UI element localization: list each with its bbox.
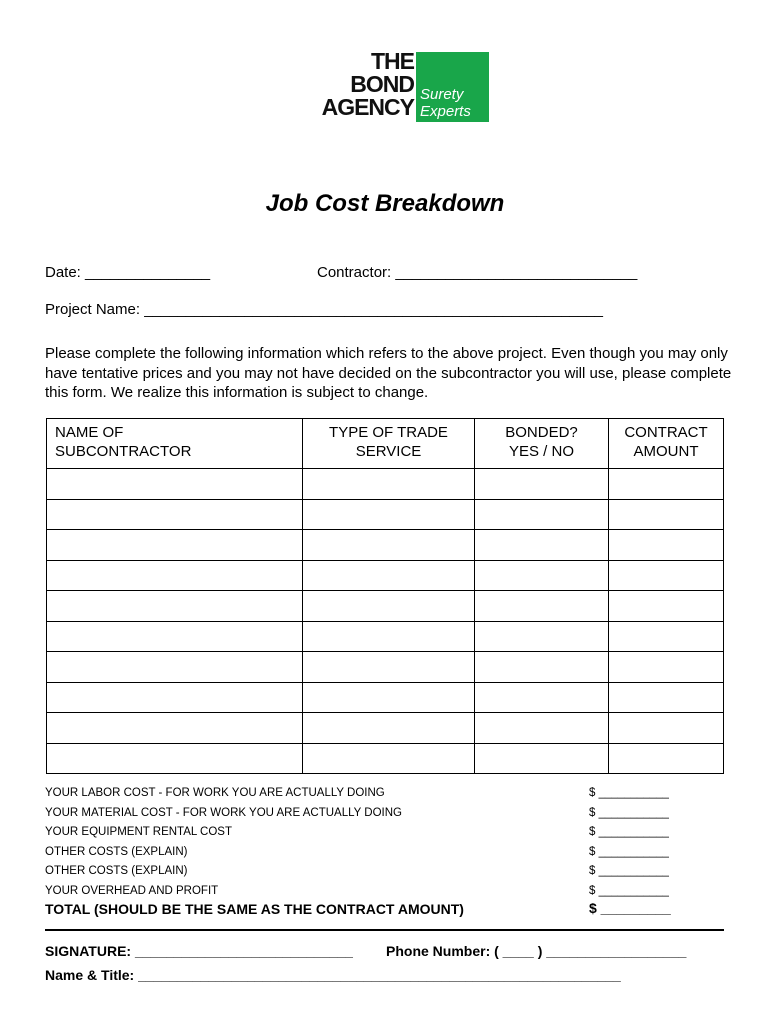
trade-service-cell[interactable]	[303, 560, 475, 591]
header-text: BONDED?	[505, 424, 578, 441]
bonded-cell[interactable]	[475, 591, 609, 622]
total-label: TOTAL (SHOULD BE THE SAME AS THE CONTRACT AMOUNT)	[45, 901, 464, 917]
header-text: SUBCONTRACTOR	[55, 443, 192, 460]
table-header-row	[47, 419, 724, 469]
subcontractor-name-cell[interactable]	[47, 682, 303, 713]
bonded-cell[interactable]	[475, 499, 609, 530]
contract-amount-cell[interactable]	[609, 652, 724, 683]
bonded-cell[interactable]	[475, 682, 609, 713]
signature-field[interactable]: SIGNATURE: ____________________________	[45, 943, 353, 959]
trade-service-cell[interactable]	[303, 682, 475, 713]
cost-amount-field[interactable]: $ ___________	[589, 865, 669, 877]
contract-amount-cell[interactable]	[609, 560, 724, 591]
bonded-cell[interactable]	[475, 530, 609, 561]
divider	[45, 929, 724, 931]
name-title-field[interactable]: Name & Title: ______________________________________________________________	[45, 967, 621, 983]
cost-label: YOUR OVERHEAD AND PROFIT	[45, 884, 219, 897]
subcontractor-name-cell[interactable]	[47, 469, 303, 500]
logo-line-3: AGENCY	[321, 94, 414, 120]
cost-amount-field[interactable]: $ ___________	[589, 845, 669, 858]
contract-amount-cell[interactable]	[609, 621, 724, 652]
contract-amount-cell[interactable]	[609, 469, 724, 500]
cost-amount-field[interactable]: $ ___________	[589, 806, 669, 819]
table-body	[47, 469, 724, 774]
header-text: SERVICE	[355, 443, 422, 460]
trade-service-cell[interactable]	[303, 591, 475, 622]
table-row	[47, 591, 724, 622]
subcontractor-name-cell[interactable]	[47, 530, 303, 561]
header-type-of-trade	[303, 419, 475, 469]
header-text: YES / NO	[508, 443, 575, 460]
bonded-cell[interactable]	[475, 469, 609, 500]
subcontractor-name-cell[interactable]	[47, 713, 303, 744]
cost-amount-field[interactable]: $ ___________	[589, 787, 669, 799]
date-field[interactable]: Date: _______________	[45, 264, 211, 281]
contract-amount-cell[interactable]	[609, 530, 724, 561]
table-row	[47, 713, 724, 744]
contract-amount-cell[interactable]	[609, 743, 724, 774]
table-row	[47, 560, 724, 591]
logo-box-line-1: Surety	[420, 86, 464, 103]
header-text: NAME OF	[55, 424, 124, 441]
logo-line-1: THE	[371, 48, 414, 74]
subcontractor-name-cell[interactable]	[47, 499, 303, 530]
contract-amount-cell[interactable]	[609, 713, 724, 744]
phone-number-field[interactable]: Phone Number: ( ____ ) __________________	[386, 943, 687, 959]
header-text: CONTRACT	[624, 424, 708, 441]
bonded-cell[interactable]	[475, 713, 609, 744]
contract-amount-cell[interactable]	[609, 499, 724, 530]
header-text: TYPE OF TRADE	[329, 424, 448, 441]
table-row	[47, 682, 724, 713]
contract-amount-cell[interactable]	[609, 591, 724, 622]
subcontractor-name-cell[interactable]	[47, 591, 303, 622]
cost-label: OTHER COSTS (EXPLAIN)	[45, 845, 188, 858]
contract-amount-cell[interactable]	[609, 682, 724, 713]
subcontractor-name-cell[interactable]	[47, 621, 303, 652]
contractor-field[interactable]: Contractor: _____________________________	[317, 264, 638, 281]
logo-wordmark	[296, 50, 414, 119]
page-title: Job Cost Breakdown	[265, 190, 505, 217]
header-bonded	[475, 419, 609, 469]
project-name-field[interactable]: Project Name: _______________________________________________________	[45, 301, 604, 318]
cost-label: YOUR LABOR COST - FOR WORK YOU ARE ACTUALLY DOING	[45, 787, 385, 799]
bonded-cell[interactable]	[475, 621, 609, 652]
table-row	[47, 652, 724, 683]
logo-box-line-2: Experts	[420, 103, 471, 120]
instructions-paragraph: Please complete the following information which refers to the above project. Even though you may only have tentative prices and you may not have decided on the subcontractor you will use, please complete this form. We realize this information is subject to change.	[45, 345, 732, 401]
cost-label: OTHER COSTS (EXPLAIN)	[45, 865, 188, 877]
cost-label: YOUR EQUIPMENT RENTAL COST	[45, 826, 233, 838]
bonded-cell[interactable]	[475, 560, 609, 591]
trade-service-cell[interactable]	[303, 621, 475, 652]
trade-service-cell[interactable]	[303, 469, 475, 500]
table-row	[47, 530, 724, 561]
trade-service-cell[interactable]	[303, 713, 475, 744]
table-row	[47, 621, 724, 652]
header-contract-amount	[609, 419, 724, 469]
cost-amount-field[interactable]: $ ___________	[589, 884, 669, 897]
bond-agency-logo	[296, 50, 490, 122]
trade-service-cell[interactable]	[303, 743, 475, 774]
cost-label: YOUR MATERIAL COST - FOR WORK YOU ARE ACTUALLY DOING	[45, 806, 402, 819]
table-row	[47, 499, 724, 530]
logo-line-2: BOND	[350, 71, 414, 97]
trade-service-cell[interactable]	[303, 499, 475, 530]
logo-green-box	[416, 52, 489, 122]
table-row	[47, 469, 724, 500]
subcontractor-table	[46, 418, 724, 774]
subcontractor-name-cell[interactable]	[47, 743, 303, 774]
trade-service-cell[interactable]	[303, 530, 475, 561]
total-amount-field[interactable]: $ _________	[589, 900, 671, 916]
bonded-cell[interactable]	[475, 652, 609, 683]
subcontractor-name-cell[interactable]	[47, 560, 303, 591]
header-text: AMOUNT	[633, 443, 699, 460]
subcontractor-name-cell[interactable]	[47, 652, 303, 683]
trade-service-cell[interactable]	[303, 652, 475, 683]
header-name-of-subcontractor	[47, 419, 303, 469]
table-row	[47, 743, 724, 774]
bonded-cell[interactable]	[475, 743, 609, 774]
cost-amount-field[interactable]: $ ___________	[589, 826, 669, 838]
